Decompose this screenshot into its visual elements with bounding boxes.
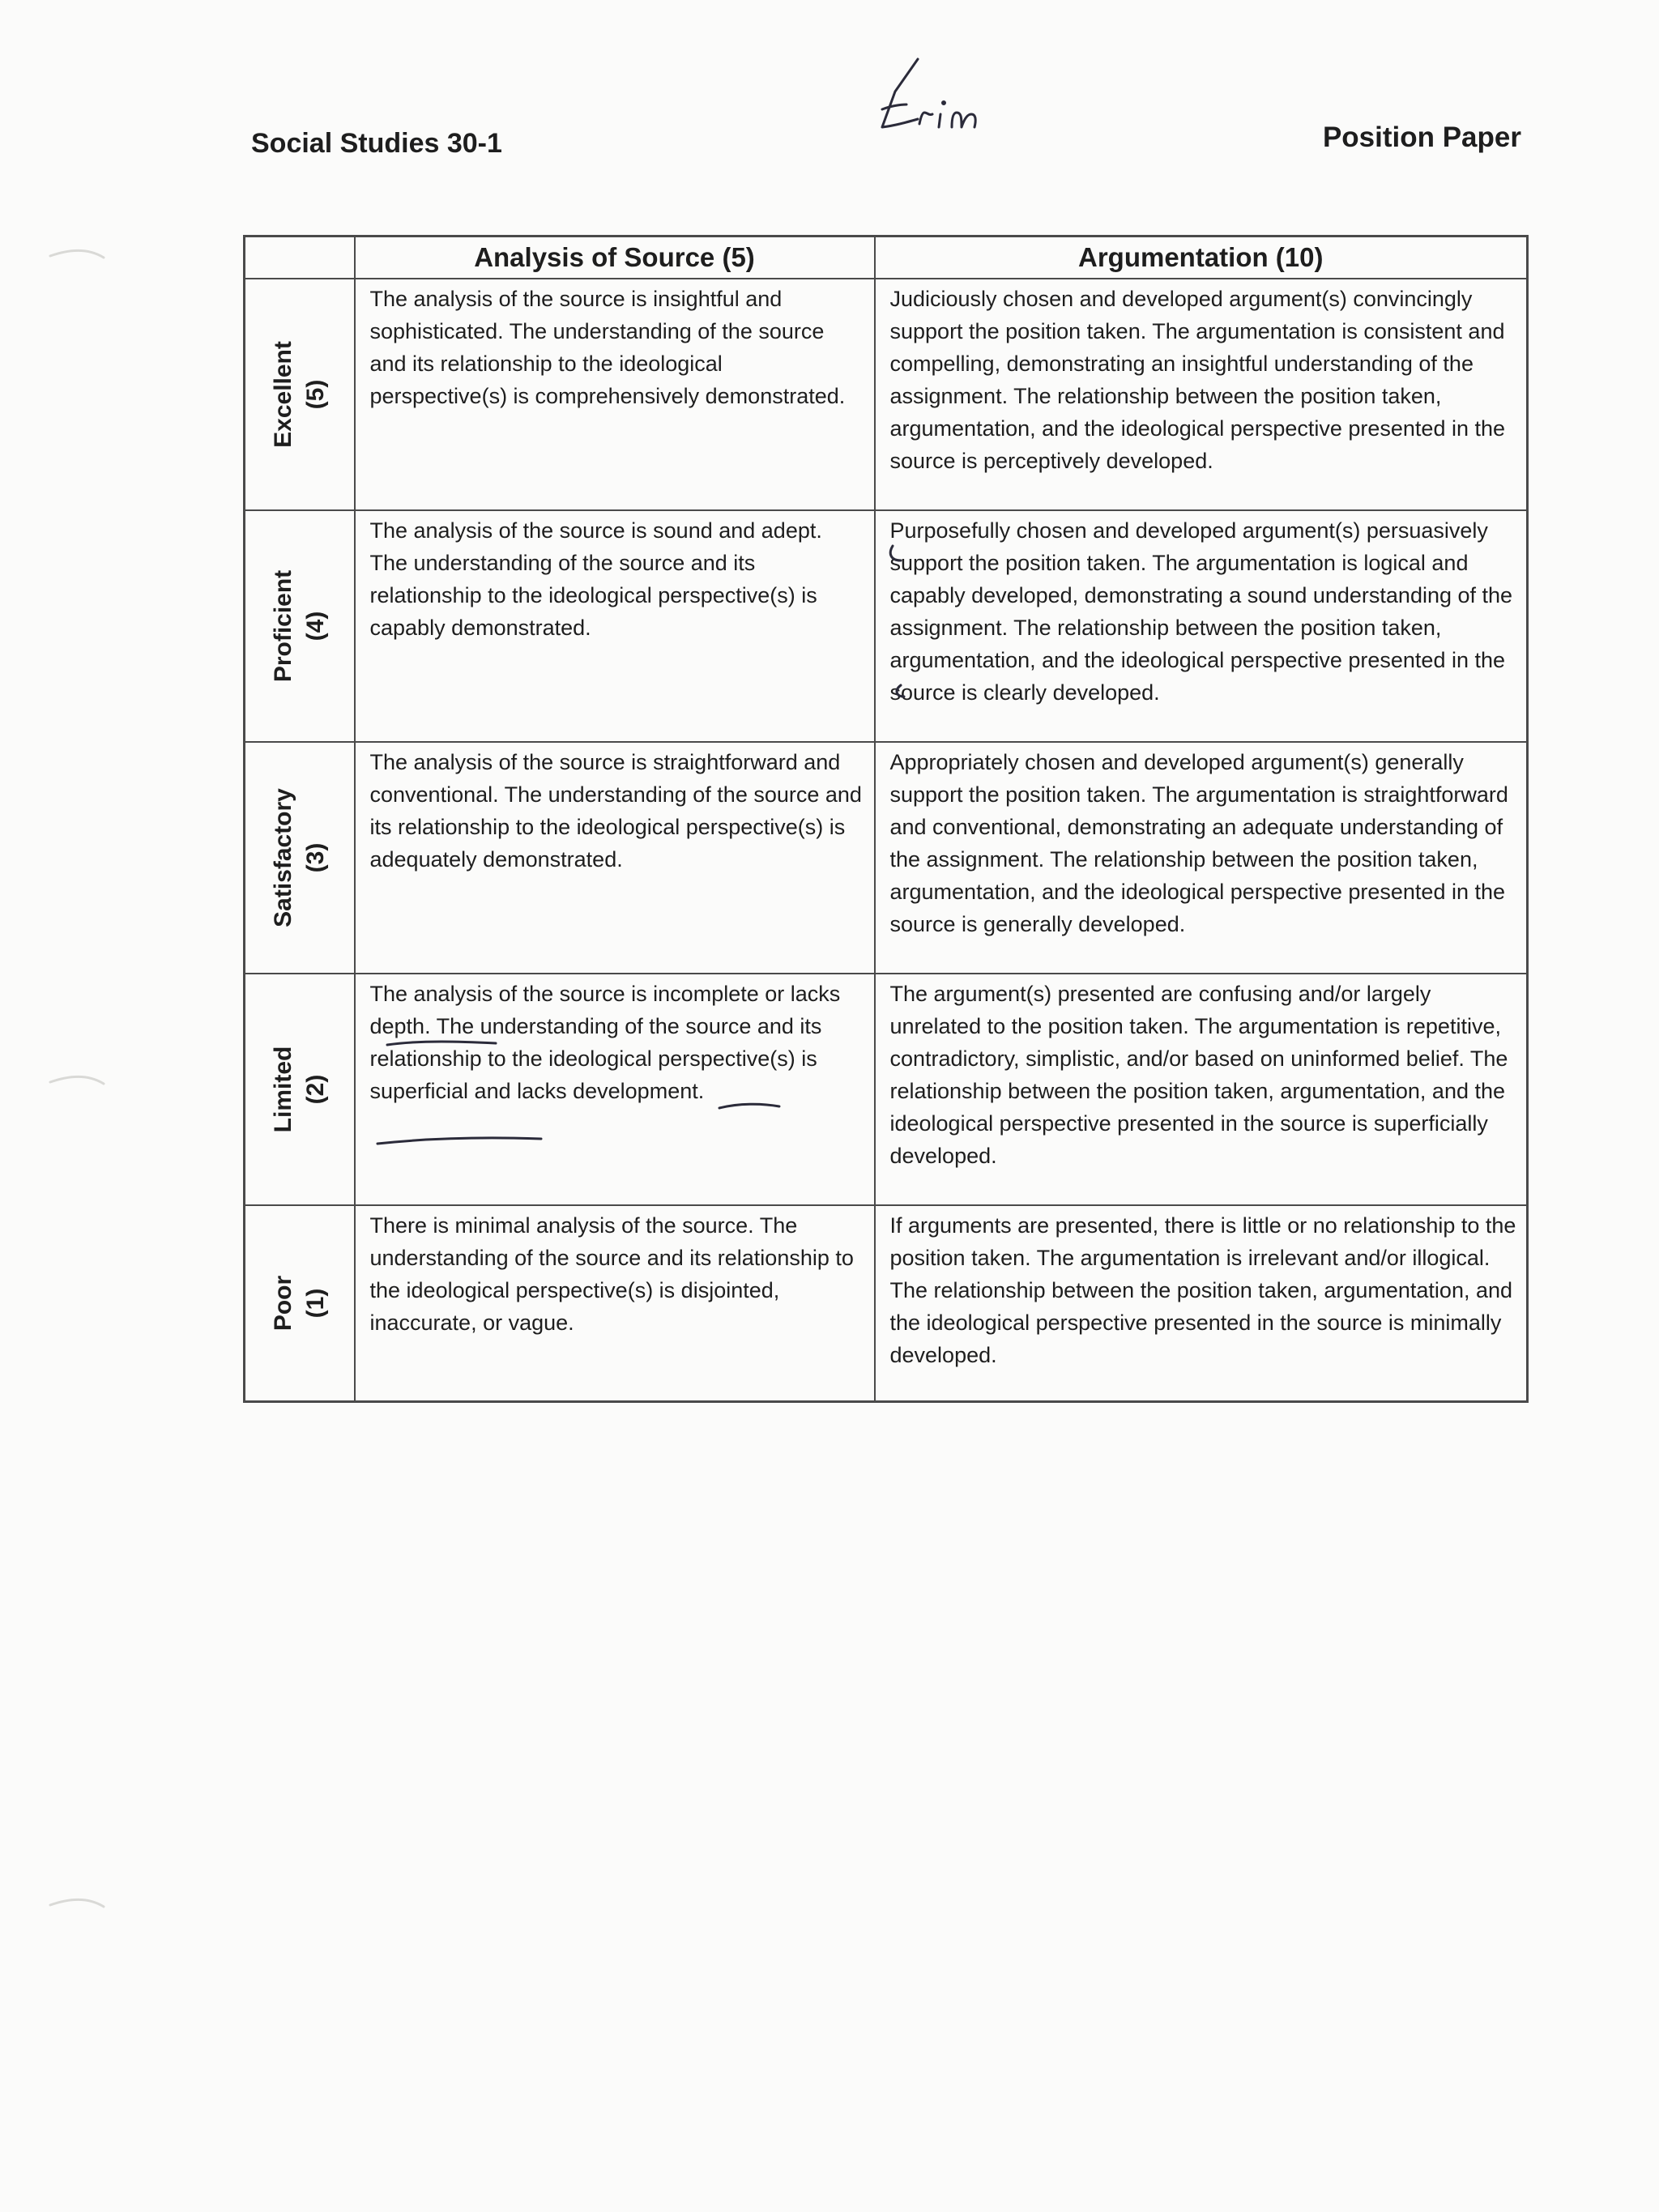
argumentation-description: Purposefully chosen and developed argument(s) persuasively support the position taken. The argumentation is logical and capably developed, demonstrating a sound understanding of the assignment. The relationship between the position taken, argumentation, and the ideological perspective presented in the source is clearly developed. <box>875 510 1528 742</box>
scan-margin-marks <box>0 0 162 2212</box>
analysis-description: The analysis of the source is sound and adept. The understanding of the source and its relationship to the ideological perspective(s) is capably demonstrated. <box>355 510 875 742</box>
document-type: Position Paper <box>1322 121 1521 153</box>
argumentation-description: Appropriately chosen and developed argument(s) generally support the position taken. The argumentation is straightforward and conventional, demonstrating an adequate understanding of the assignment. The relationship between the position taken, argumentation, and the ideological perspective presented in the source is generally developed. <box>875 742 1528 974</box>
level-name: Satisfactory <box>269 788 296 927</box>
level-label <box>267 1046 332 1133</box>
argumentation-description: If arguments are presented, there is little or no relationship to the position taken. The argumentation is irrelevant and/or illogical. The relationship between the position taken, argumentation, and the ideological perspective presented in the source is minimally developed. <box>875 1205 1528 1402</box>
level-cell-limited <box>245 974 355 1205</box>
level-cell-satisfactory <box>245 742 355 974</box>
rubric-header-row <box>245 237 1528 279</box>
handwritten-name-signature <box>871 53 1000 146</box>
level-label <box>267 570 332 682</box>
analysis-column-header: Analysis of Source (5) <box>355 237 875 279</box>
level-label <box>267 788 332 927</box>
level-cell-poor <box>245 1205 355 1402</box>
level-label <box>267 341 332 448</box>
rubric-table <box>243 235 1529 1403</box>
level-score: (2) <box>301 1074 329 1105</box>
argumentation-description: Judiciously chosen and developed argument(s) convincingly support the position taken. The argumentation is consistent and compelling, demonstrating an insightful understanding of the assignment. The relationship between the position taken, argumentation, and the ideological perspective presented in the source is perceptively developed. <box>875 279 1528 510</box>
analysis-description: The analysis of the source is insightful and sophisticated. The understanding of the source and its relationship to the ideological perspective(s) is comprehensively demonstrated. <box>355 279 875 510</box>
level-score: (1) <box>301 1288 329 1319</box>
level-cell-proficient <box>245 510 355 742</box>
argumentation-column-header: Argumentation (10) <box>875 237 1528 279</box>
level-cell-excellent <box>245 279 355 510</box>
level-name: Poor <box>269 1275 296 1332</box>
argumentation-description: The argument(s) presented are confusing and/or largely unrelated to the position taken. The argumentation is repetitive, contradictory, simplistic, and/or based on uninformed belief. The relationship between the position taken, argumentation, and the ideological perspective presented in the source is superficially developed. <box>875 974 1528 1205</box>
analysis-description: The analysis of the source is straightforward and conventional. The understanding of the source and its relationship to the ideological perspective(s) is adequately demonstrated. <box>355 742 875 974</box>
level-score: (3) <box>301 842 329 873</box>
rubric-row-excellent <box>245 279 1528 510</box>
level-score: (4) <box>301 611 329 641</box>
level-name: Proficient <box>269 569 296 683</box>
level-score: (5) <box>301 379 329 410</box>
analysis-description: The analysis of the source is incomplete or lacks depth. The understanding of the source and its relationship to the ideological perspective(s) is superficial and lacks development. <box>355 974 875 1205</box>
analysis-description: There is minimal analysis of the source. The understanding of the source and its relationship to the ideological perspective(s) is disjointed, inaccurate, or vague. <box>355 1205 875 1402</box>
level-name: Excellent <box>269 341 296 448</box>
corner-header-cell <box>245 237 355 279</box>
rubric-row-poor <box>245 1205 1528 1402</box>
level-label <box>267 1276 332 1331</box>
level-name: Limited <box>269 1046 296 1133</box>
course-title: Social Studies 30-1 <box>251 128 502 159</box>
rubric-row-satisfactory <box>245 742 1528 974</box>
rubric-row-proficient <box>245 510 1528 742</box>
rubric-row-limited <box>245 974 1528 1205</box>
